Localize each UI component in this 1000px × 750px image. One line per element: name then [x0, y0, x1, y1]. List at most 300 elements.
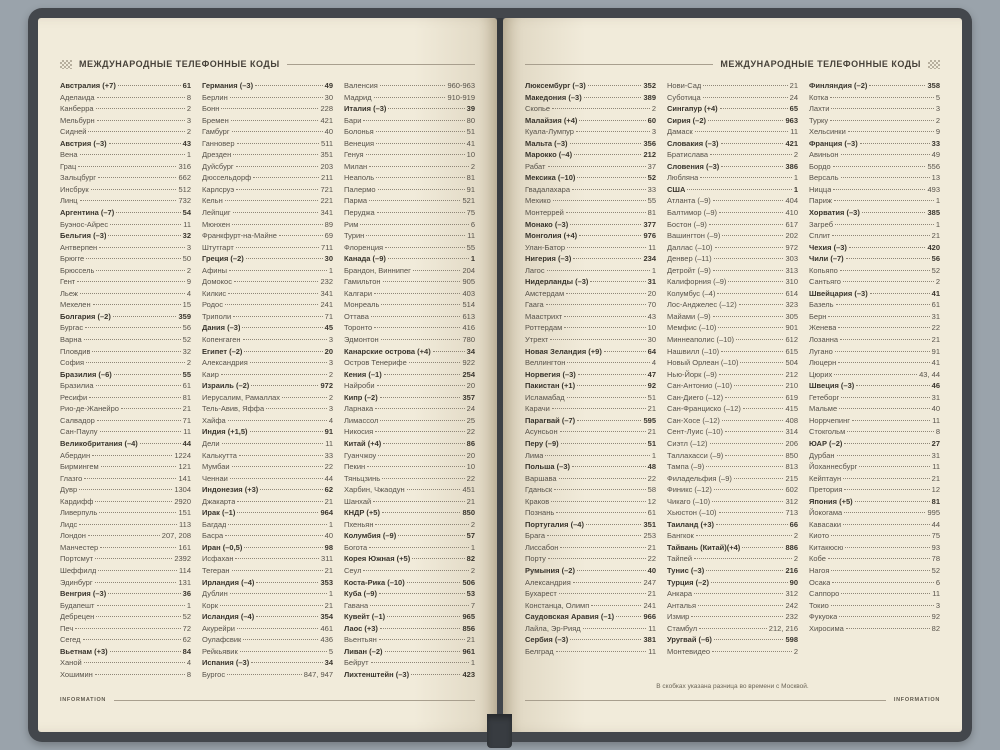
code-row: Сидней 2: [60, 127, 191, 137]
code-row: Майами (–9) 305: [667, 311, 798, 321]
code-row: Родос 241: [202, 300, 333, 310]
code-row: Триполи 71: [202, 311, 333, 321]
code-row: Йокогама 995: [809, 508, 940, 518]
code-row: Вашингтон (–9) 202: [667, 231, 798, 241]
code-row: Тайпей 2: [667, 554, 798, 564]
code-row: Гамбург 40: [202, 127, 333, 137]
code-row: Саудовская Аравия (–1) 966: [525, 612, 656, 622]
code-row: Домокос 232: [202, 277, 333, 287]
code-row: Монреаль 514: [344, 300, 475, 310]
code-row: Тегеран 21: [202, 565, 333, 575]
code-row: Зальцбург 662: [60, 173, 191, 183]
code-row: Инсбрук 512: [60, 184, 191, 194]
code-row: Бразилиа 61: [60, 381, 191, 391]
code-row: Сан-Антонио (–10) 210: [667, 381, 798, 391]
code-row: Дамаск 11: [667, 127, 798, 137]
code-row: Македония (–3) 389: [525, 92, 656, 102]
code-row: Манчестер 161: [60, 542, 191, 552]
right-page: [503, 18, 962, 732]
code-row: Норвегия (–3) 47: [525, 369, 656, 379]
code-row: Мюнхен 89: [202, 219, 333, 229]
code-row: Сеул 2: [344, 565, 475, 575]
code-row: Сплит 21: [809, 231, 940, 241]
code-row: Рейкьявик 5: [202, 646, 333, 656]
code-row: Багдад 1: [202, 519, 333, 529]
code-row: Загреб 1: [809, 219, 940, 229]
code-row: Куба (–9) 53: [344, 589, 475, 599]
code-row: Турку 2: [809, 115, 940, 125]
code-row: Даллас (–10) 972: [667, 242, 798, 252]
code-row: Осака 6: [809, 577, 940, 587]
footer-label: INFORMATION: [60, 697, 107, 703]
code-row: Люксембург (–3) 352: [525, 81, 656, 90]
code-row: Нигерия (–3) 234: [525, 254, 656, 264]
code-row: Ченнаи 44: [202, 473, 333, 483]
code-row: Шанхай 21: [344, 496, 475, 506]
footer-rule: [525, 700, 886, 701]
code-row: Канберра 2: [60, 104, 191, 114]
code-row: Гамильтон 905: [344, 277, 475, 287]
code-row: Китай (+4) 86: [344, 438, 475, 448]
code-row: Кардифф 2920: [60, 496, 191, 506]
code-row: Джакарта 21: [202, 496, 333, 506]
code-row: Лима 1: [525, 450, 656, 460]
code-row: Франкфурт-на-Майне 69: [202, 231, 333, 241]
code-row: Дания (–3) 45: [202, 323, 333, 333]
grid-icon: [928, 60, 940, 69]
right-page-columns: [525, 80, 940, 681]
code-row: Хьюстон (–10) 713: [667, 508, 798, 518]
code-row: Дюссельдорф 211: [202, 173, 333, 183]
code-row: Александрия 247: [525, 577, 656, 587]
code-row: Любляна 1: [667, 173, 798, 183]
code-row: Корк 21: [202, 600, 333, 610]
code-row: Анкара 312: [667, 589, 798, 599]
code-row: Ресифи 81: [60, 392, 191, 402]
code-row: Неаполь 81: [344, 173, 475, 183]
time-difference-note: В скобках указана разница во времени с Москвой.: [656, 683, 809, 690]
left-page-columns: [60, 80, 475, 681]
code-row: Кобе 78: [809, 554, 940, 564]
code-row: Ливерпуль 151: [60, 508, 191, 518]
code-row: Таиланд (+3) 66: [667, 519, 798, 529]
codes-column: [667, 80, 798, 681]
code-row: Познань 61: [525, 508, 656, 518]
footer-rule: [114, 700, 475, 701]
code-row: Асунсьон 21: [525, 427, 656, 437]
code-row: Новый Орлеан (–10) 504: [667, 358, 798, 368]
code-row: Турин 11: [344, 231, 475, 241]
code-row: Авиньон 49: [809, 150, 940, 160]
code-row: Лахти 3: [809, 104, 940, 114]
code-row: Оттава 613: [344, 311, 475, 321]
code-row: Дрезден 351: [202, 150, 333, 160]
code-row: Генуя 10: [344, 150, 475, 160]
code-row: Канада (–9) 1: [344, 254, 475, 264]
code-row: Хельсинки 9: [809, 127, 940, 137]
code-row: Кипр (–2) 357: [344, 392, 475, 402]
code-row: Брага 253: [525, 531, 656, 541]
code-row: Исламабад 51: [525, 392, 656, 402]
code-row: Стокгольм 8: [809, 427, 940, 437]
code-row: Порту 22: [525, 554, 656, 564]
code-row: Чехия (–3) 420: [809, 242, 940, 252]
code-row: Калгари 403: [344, 288, 475, 298]
right-page-footer: [525, 695, 940, 705]
code-row: Линц 732: [60, 196, 191, 206]
code-row: Китакюсю 93: [809, 542, 940, 552]
code-row: Бургас 56: [60, 323, 191, 333]
code-row: Австралия (+7) 61: [60, 81, 191, 90]
code-row: Сербия (–3) 381: [525, 635, 656, 645]
code-row: Версаль 13: [809, 173, 940, 183]
code-row: Грац 316: [60, 161, 191, 171]
code-row: София 2: [60, 358, 191, 368]
code-row: Лидс 113: [60, 519, 191, 529]
code-row: Детройт (–9) 313: [667, 265, 798, 275]
code-row: Германия (–3) 49: [202, 81, 333, 90]
code-row: Варшава 22: [525, 473, 656, 483]
code-row: Мексика (–10) 52: [525, 173, 656, 183]
code-row: Улан-Батор 11: [525, 242, 656, 252]
code-row: Сирия (–2) 963: [667, 115, 798, 125]
code-row: Берн 31: [809, 311, 940, 321]
code-row: Найроби 20: [344, 381, 475, 391]
code-row: Перу (–9) 51: [525, 438, 656, 448]
code-row: Люцерн 41: [809, 358, 940, 368]
code-row: Монако (–3) 377: [525, 219, 656, 229]
code-row: Вена 1: [60, 150, 191, 160]
code-row: Карачи 21: [525, 404, 656, 414]
code-row: Белград 11: [525, 646, 656, 656]
code-row: Венгрия (–3) 36: [60, 589, 191, 599]
code-row: Цюрих 43, 44: [809, 369, 940, 379]
code-row: Нидерланды (–3) 31: [525, 277, 656, 287]
code-row: Кельн 221: [202, 196, 333, 206]
code-row: Лос-Анджелес (–12) 323: [667, 300, 798, 310]
code-row: Корея Южная (+5) 82: [344, 554, 475, 564]
code-row: Нови-Сад 21: [667, 81, 798, 90]
code-row: Тампа (–9) 813: [667, 462, 798, 472]
code-row: Бразилия (–6) 55: [60, 369, 191, 379]
code-row: Копенгаген 3: [202, 335, 333, 345]
code-row: Индия (+1,5) 91: [202, 427, 333, 437]
code-row: Берлин 30: [202, 92, 333, 102]
code-row: Гуанчжоу 20: [344, 450, 475, 460]
code-row: Мемфис (–10) 901: [667, 323, 798, 333]
code-row: Мехико 55: [525, 196, 656, 206]
code-row: Атланта (–9) 404: [667, 196, 798, 206]
code-row: Базель 61: [809, 300, 940, 310]
code-row: Брандон, Виннипег 204: [344, 265, 475, 275]
codes-column: [60, 80, 191, 681]
code-row: Констанца, Олимп 241: [525, 600, 656, 610]
code-row: Киото 75: [809, 531, 940, 541]
code-row: Калькутта 33: [202, 450, 333, 460]
code-row: Гвадалахара 33: [525, 184, 656, 194]
code-row: Килкис 341: [202, 288, 333, 298]
code-row: Париж 1: [809, 196, 940, 206]
code-row: Перуджа 75: [344, 208, 475, 218]
code-row: Турция (–2) 90: [667, 577, 798, 587]
code-row: Мадрид 910-919: [344, 92, 475, 102]
code-row: Ганновер 511: [202, 138, 333, 148]
code-row: Салвадор 71: [60, 415, 191, 425]
code-row: Глазго 141: [60, 473, 191, 483]
code-row: Лимассол 25: [344, 415, 475, 425]
code-row: Александрия 3: [202, 358, 333, 368]
code-row: Сан-Франциско (–12) 415: [667, 404, 798, 414]
left-page: [38, 18, 497, 732]
code-row: Норрчепинг 11: [809, 415, 940, 425]
code-row: Афины 1: [202, 265, 333, 275]
code-row: Австрия (–3) 43: [60, 138, 191, 148]
code-row: Бостон (–9) 617: [667, 219, 798, 229]
code-row: Ницца 493: [809, 184, 940, 194]
code-row: Коста-Рика (–10) 506: [344, 577, 475, 587]
code-row: Бангкок 2: [667, 531, 798, 541]
code-row: Валенсия 960-963: [344, 81, 475, 90]
code-row: Лайла, Эр-Рияд 11: [525, 623, 656, 633]
code-row: Портсмут 2392: [60, 554, 191, 564]
code-row: Гент 9: [60, 277, 191, 287]
code-row: Измир 232: [667, 612, 798, 622]
code-row: Лозанна 21: [809, 335, 940, 345]
code-row: Кувейт (–1) 965: [344, 612, 475, 622]
code-row: Куала-Лумпур 3: [525, 127, 656, 137]
codes-column: [809, 80, 940, 681]
code-row: Бургос 847, 947: [202, 669, 333, 679]
code-row: Дувр 1304: [60, 485, 191, 495]
code-row: Флоренция 55: [344, 242, 475, 252]
code-row: Гданьск 58: [525, 485, 656, 495]
code-row: Будапешт 1: [60, 600, 191, 610]
code-row: Лагос 1: [525, 265, 656, 275]
code-row: Женева 22: [809, 323, 940, 333]
code-row: Таллахасси (–9) 850: [667, 450, 798, 460]
code-row: Рио-де-Жанейро 21: [60, 404, 191, 414]
code-row: Исландия (–4) 354: [202, 612, 333, 622]
code-row: Малайзия (+4) 60: [525, 115, 656, 125]
code-row: Токио 3: [809, 600, 940, 610]
code-row: Франция (–3) 33: [809, 138, 940, 148]
code-row: Веллингтон 4: [525, 358, 656, 368]
code-row: Нью-Йорк (–9) 212: [667, 369, 798, 379]
code-row: Роттердам 10: [525, 323, 656, 333]
code-row: Дурбан 31: [809, 450, 940, 460]
code-row: Словакия (–3) 421: [667, 138, 798, 148]
code-row: Каир 2: [202, 369, 333, 379]
code-row: Кейптаун 21: [809, 473, 940, 483]
code-row: КНДР (+5) 850: [344, 508, 475, 518]
code-row: Канарские острова (+4) 34: [344, 346, 475, 356]
code-row: Амстердам 20: [525, 288, 656, 298]
code-row: Польша (–3) 48: [525, 462, 656, 472]
code-row: Тайвань (Китай)(+4) 886: [667, 542, 798, 552]
code-row: Филадельфия (–9) 215: [667, 473, 798, 483]
code-row: Шеффилд 114: [60, 565, 191, 575]
code-row: Братислава 2: [667, 150, 798, 160]
code-row: Финикс (–12) 602: [667, 485, 798, 495]
code-row: Претория 12: [809, 485, 940, 495]
code-row: Сиэтл (–12) 206: [667, 438, 798, 448]
code-row: Фукуока 92: [809, 612, 940, 622]
code-row: Болонья 51: [344, 127, 475, 137]
code-row: Денвер (–11) 303: [667, 254, 798, 264]
code-row: Брюссель 2: [60, 265, 191, 275]
code-row: Йоханнесбург 11: [809, 462, 940, 472]
code-row: Вьентьян 21: [344, 635, 475, 645]
code-row: Испания (–3) 34: [202, 658, 333, 668]
code-row: Сан-Диего (–12) 619: [667, 392, 798, 402]
code-row: Румыния (–2) 40: [525, 565, 656, 575]
code-row: Сингапур (+4) 65: [667, 104, 798, 114]
code-row: Ханой 4: [60, 658, 191, 668]
header-rule: [287, 64, 475, 65]
code-row: Монтеррей 81: [525, 208, 656, 218]
code-row: ЮАР (–2) 27: [809, 438, 940, 448]
code-row: Басра 40: [202, 531, 333, 541]
code-row: Бельгия (–3) 32: [60, 231, 191, 241]
footer-label: INFORMATION: [893, 697, 940, 703]
code-row: Эдмонтон 780: [344, 335, 475, 345]
code-row: Япония (+5) 81: [809, 496, 940, 506]
code-row: Буэнос-Айрес 11: [60, 219, 191, 229]
code-row: Торонто 416: [344, 323, 475, 333]
code-row: Израиль (–2) 972: [202, 381, 333, 391]
header-rule: [525, 64, 713, 65]
code-row: Италия (–3) 39: [344, 104, 475, 114]
code-row: Швеция (–3) 46: [809, 381, 940, 391]
code-row: Хайфа 4: [202, 415, 333, 425]
code-row: Кавасаки 44: [809, 519, 940, 529]
code-row: Марокко (–4) 212: [525, 150, 656, 160]
code-row: Швейцария (–3) 41: [809, 288, 940, 298]
code-row: Новая Зеландия (+9) 64: [525, 346, 656, 356]
code-row: Мальме 40: [809, 404, 940, 414]
right-page-header: [525, 58, 940, 70]
code-row: Абердин 1224: [60, 450, 191, 460]
code-row: Иран (–0,5) 98: [202, 542, 333, 552]
code-row: Бирмингем 121: [60, 462, 191, 472]
code-row: Краков 12: [525, 496, 656, 506]
code-row: Маастрихт 43: [525, 311, 656, 321]
code-row: Ливан (–2) 961: [344, 646, 475, 656]
code-row: Парма 521: [344, 196, 475, 206]
grid-icon: [60, 60, 72, 69]
code-row: Чикаго (–10) 312: [667, 496, 798, 506]
code-row: Лондон 207, 208: [60, 531, 191, 541]
code-row: Чили (–7) 56: [809, 254, 940, 264]
code-row: Нашвилл (–10) 615: [667, 346, 798, 356]
code-row: Штутгарт 711: [202, 242, 333, 252]
code-row: Ирак (–1) 964: [202, 508, 333, 518]
code-row: Иерусалим, Рамаллах 2: [202, 392, 333, 402]
code-row: Брюгге 50: [60, 254, 191, 264]
code-row: Харбин, Чжаодун 451: [344, 485, 475, 495]
code-row: Болгария (–2) 359: [60, 311, 191, 321]
code-row: Кения (–1) 254: [344, 369, 475, 379]
code-row: Бари 80: [344, 115, 475, 125]
code-row: Дебрецен 52: [60, 612, 191, 622]
code-row: Балтимор (–9) 410: [667, 208, 798, 218]
code-row: Рим 6: [344, 219, 475, 229]
code-row: Пекин 10: [344, 462, 475, 472]
code-row: Колумбус (–4) 614: [667, 288, 798, 298]
code-row: Пакистан (+1) 92: [525, 381, 656, 391]
code-row: Эдинбург 131: [60, 577, 191, 587]
code-row: Бонн 228: [202, 104, 333, 114]
codes-column: [525, 80, 656, 681]
code-row: Сан-Хосе (–12) 408: [667, 415, 798, 425]
code-row: Хиросима 82: [809, 623, 940, 633]
code-row: Сент-Луис (–10) 314: [667, 427, 798, 437]
code-row: Скопье 2: [525, 104, 656, 114]
code-row: Сегед 62: [60, 635, 191, 645]
code-row: Ларнака 24: [344, 404, 475, 414]
code-row: Лихтенштейн (–3) 423: [344, 669, 475, 679]
left-page-footer: [60, 695, 475, 705]
code-row: Льеж 4: [60, 288, 191, 298]
code-row: Антверпен 3: [60, 242, 191, 252]
code-row: Венеция 41: [344, 138, 475, 148]
code-row: Колумбия (–9) 57: [344, 531, 475, 541]
code-row: Тель-Авив, Яффа 3: [202, 404, 333, 414]
page-title: МЕЖДУНАРОДНЫЕ ТЕЛЕФОННЫЕ КОДЫ: [79, 59, 280, 69]
code-row: Ирландия (–4) 353: [202, 577, 333, 587]
code-row: Греция (–2) 30: [202, 254, 333, 264]
code-row: Остров Тенерифе 922: [344, 358, 475, 368]
code-row: Акурейри 461: [202, 623, 333, 633]
code-row: Варна 52: [60, 335, 191, 345]
code-row: Миннеаполис (–10) 612: [667, 335, 798, 345]
code-row: Саппоро 11: [809, 589, 940, 599]
ribbon-bookmark: [487, 714, 512, 748]
code-row: Монтевидео 2: [667, 646, 798, 656]
code-row: Мехелен 15: [60, 300, 191, 310]
code-row: Аргентина (–7) 54: [60, 208, 191, 218]
code-row: Бухарест 21: [525, 589, 656, 599]
code-row: Аделаида 8: [60, 92, 191, 102]
code-row: Дели 11: [202, 438, 333, 448]
code-row: США 1: [667, 184, 798, 194]
code-row: Котка 5: [809, 92, 940, 102]
code-row: Бейрут 1: [344, 658, 475, 668]
code-row: Калифорния (–9) 310: [667, 277, 798, 287]
code-row: Уругвай (–6) 598: [667, 635, 798, 645]
code-row: Стамбул 212, 216: [667, 623, 798, 633]
code-row: Милан 2: [344, 161, 475, 171]
code-row: Палермо 91: [344, 184, 475, 194]
page-title: МЕЖДУНАРОДНЫЕ ТЕЛЕФОННЫЕ КОДЫ: [720, 59, 921, 69]
code-row: Лейпциг 341: [202, 208, 333, 218]
code-row: Гаага 70: [525, 300, 656, 310]
code-row: Тяньцзинь 22: [344, 473, 475, 483]
code-row: Печ 72: [60, 623, 191, 633]
code-row: Утрехт 30: [525, 335, 656, 345]
code-row: Вьетнам (+3) 84: [60, 646, 191, 656]
code-row: Нагоя 52: [809, 565, 940, 575]
code-row: Хошимин 8: [60, 669, 191, 679]
code-row: Индонезия (+3) 62: [202, 485, 333, 495]
code-row: Гавана 7: [344, 600, 475, 610]
codes-column: [202, 80, 333, 681]
code-row: Великобритания (–4) 44: [60, 438, 191, 448]
code-row: Парагвай (–7) 595: [525, 415, 656, 425]
code-row: Бремен 421: [202, 115, 333, 125]
codes-column: [344, 80, 475, 681]
code-row: Мумбаи 22: [202, 462, 333, 472]
